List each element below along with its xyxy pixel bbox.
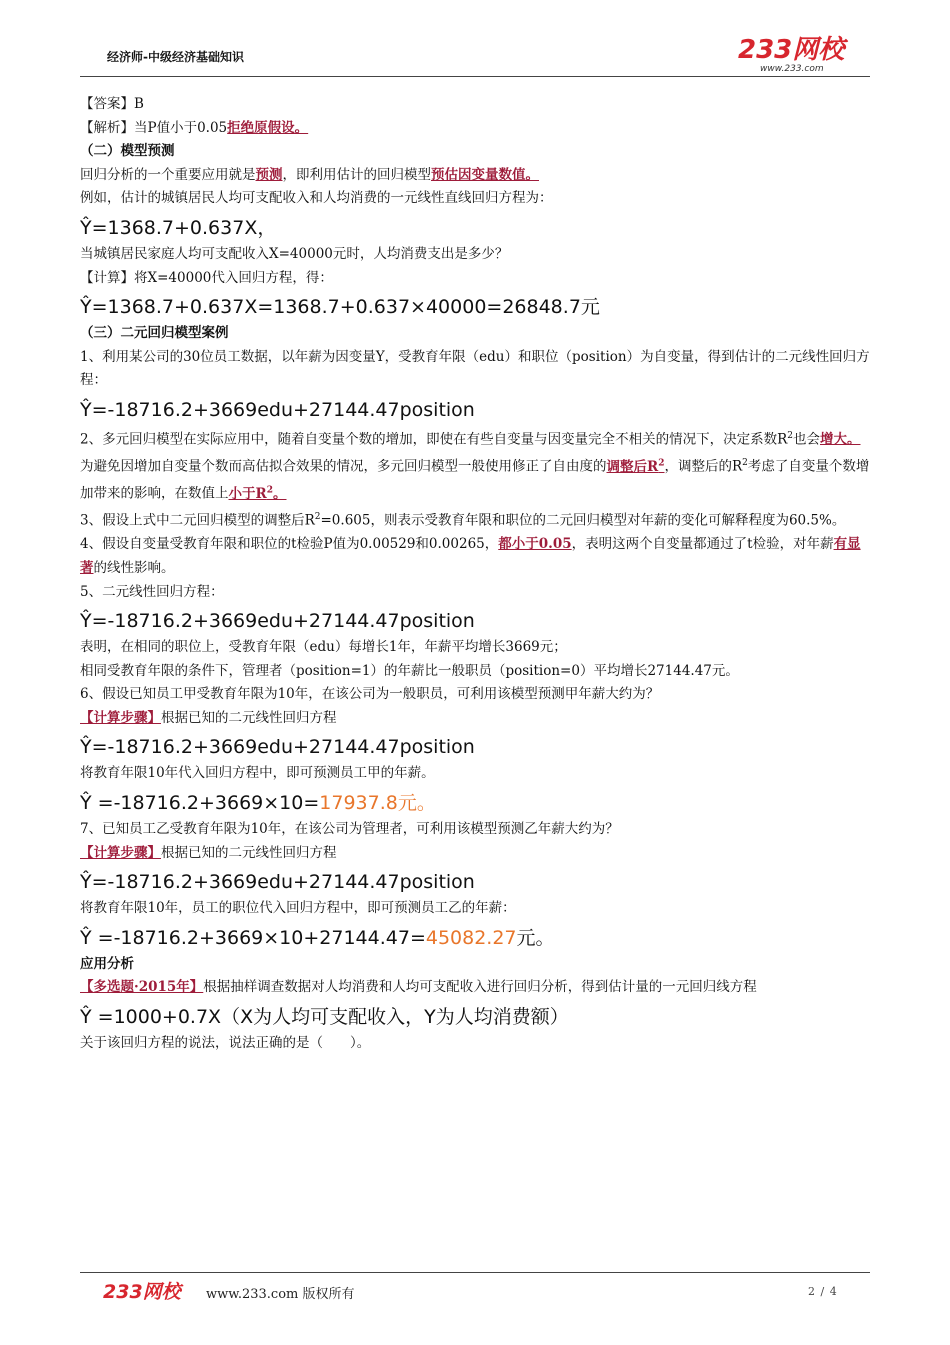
paragraph-12: 相同受教育年限的条件下，管理者（position=1）的年薪比一般职员（position=0）平均增长27144.47元。: [80, 662, 739, 679]
footer-logo: [103, 1278, 195, 1304]
section-heading-4: 应用分析: [80, 955, 134, 972]
paragraph-9: 4、假设自变量受教育年限和职位的t检验P值为0.00529和0.00265，都小于0.05，表明这两个自变量都通过了t检验，对年薪有显著的线性影响。: [80, 536, 861, 576]
equation-8: Ŷ =-18716.2+3669×10+27144.47=45082.27元。: [80, 926, 555, 949]
paragraph-7: 为避免因增加自变量个数而高估拟合效果的情况，多元回归模型一般使用修正了自由度的调整后$R^2$，调整后的$R^2$考虑了自变量个数增加带来的影响，在数值上小于$R^2$。: [80, 458, 870, 502]
page-number: 2 / 4: [808, 1285, 838, 1298]
paragraph-11: 表明，在相同的职位上，受教育年限（edu）每增长1年，年薪平均增长3669元；: [80, 639, 567, 656]
paragraph-8: 3、假设上式中二元回归模型的调整后$R^2=0.605$，则表示受教育年限和职位的二元回归模型对年薪的变化可解释程度为60.5%。: [80, 512, 846, 529]
equation-9: Ŷ =1000+0.7X（X为人均可支配收入，Y为人均消费额）: [80, 1006, 569, 1029]
answer: 【答案】B: [80, 96, 144, 112]
paragraph-18: 将教育年限10年，员工的职位代入回归方程中，即可预测员工乙的年薪：: [80, 900, 516, 917]
equation-5: Ŷ=-18716.2+3669edu+27144.47position: [80, 736, 475, 759]
footer-copyright: www.233.com 版权所有: [206, 1287, 355, 1302]
paragraph-2: 例如，估计的城镇居民人均可支配收入和人均消费的一元线性直线回归方程为：: [80, 190, 553, 207]
paragraph-10: 5、二元线性回归方程：: [80, 583, 224, 600]
equation-2: Ŷ=1368.7+0.637X=1368.7+0.637×40000=26848.7元: [80, 296, 600, 319]
paragraph-4: 【计算】将X=40000代入回归方程，得：: [80, 269, 333, 286]
paragraph-3: 当城镇居民家庭人均可支配收入X=40000元时，人均消费支出是多少？: [80, 245, 509, 262]
document-body: [80, 93, 870, 1056]
brand-logo: [738, 34, 863, 76]
paragraph-16: 7、已知员工乙受教育年限为10年，在该公司为管理者，可利用该模型预测乙年薪大约为？: [80, 821, 619, 838]
paragraph-15: 将教育年限10年代入回归方程中，即可预测员工甲的年薪。: [80, 765, 435, 782]
logo-url: www.233.com: [760, 64, 824, 74]
footer-logo-text: 233网校: [103, 1281, 181, 1303]
equation-3: Ŷ=-18716.2+3669edu+27144.47position: [80, 398, 475, 421]
equation-4: Ŷ=-18716.2+3669edu+27144.47position: [80, 610, 475, 633]
paragraph-6: 2、多元回归模型在实际应用中，随着自变量个数的增加，即使在有些自变量与因变量完全不相关的情况下，决定系数$R^2$也会增大。: [80, 430, 861, 448]
equation-6: Ŷ =-18716.2+3669×10=17937.8元。: [80, 792, 436, 815]
header-divider: [80, 76, 870, 77]
footer-divider: [80, 1272, 870, 1273]
paragraph-5: 1、利用某公司的30位员工数据，以年薪为因变量Y，受教育年限（edu）和职位（position）为自变量，得到估计的二元线性回归方程：: [80, 348, 870, 389]
paragraph-17: 【计算步骤】根据已知的二元线性回归方程: [80, 844, 337, 861]
equation-1: Ŷ=1368.7+0.637X，: [80, 216, 277, 239]
paragraph-20: 关于该回归方程的说法，说法正确的是（ ）。: [80, 1035, 371, 1052]
equation-7: Ŷ=-18716.2+3669edu+27144.47position: [80, 871, 475, 894]
analysis: 【解析】当P值小于0.05拒绝原假设。: [80, 119, 309, 136]
header-title: 经济师-中级经济基础知识: [107, 50, 244, 64]
section-heading-3: （三）二元回归模型案例: [80, 325, 229, 342]
paragraph-14: 【计算步骤】根据已知的二元线性回归方程: [80, 709, 337, 726]
paragraph-13: 6、假设已知员工甲受教育年限为10年，在该公司为一般职员，可利用该模型预测甲年薪大约为？: [80, 686, 660, 703]
paragraph-1: 回归分析的一个重要应用就是预测，即利用估计的回归模型预估因变量数值。: [80, 166, 539, 183]
paragraph-19: 【多选题·2015年】根据抽样调查数据对人均消费和人均可支配收入进行回归分析，得到估计量的一元回归线方程: [80, 979, 757, 996]
logo-text: 233网校: [738, 35, 845, 65]
section-heading-2: （二）模型预测: [80, 143, 175, 160]
